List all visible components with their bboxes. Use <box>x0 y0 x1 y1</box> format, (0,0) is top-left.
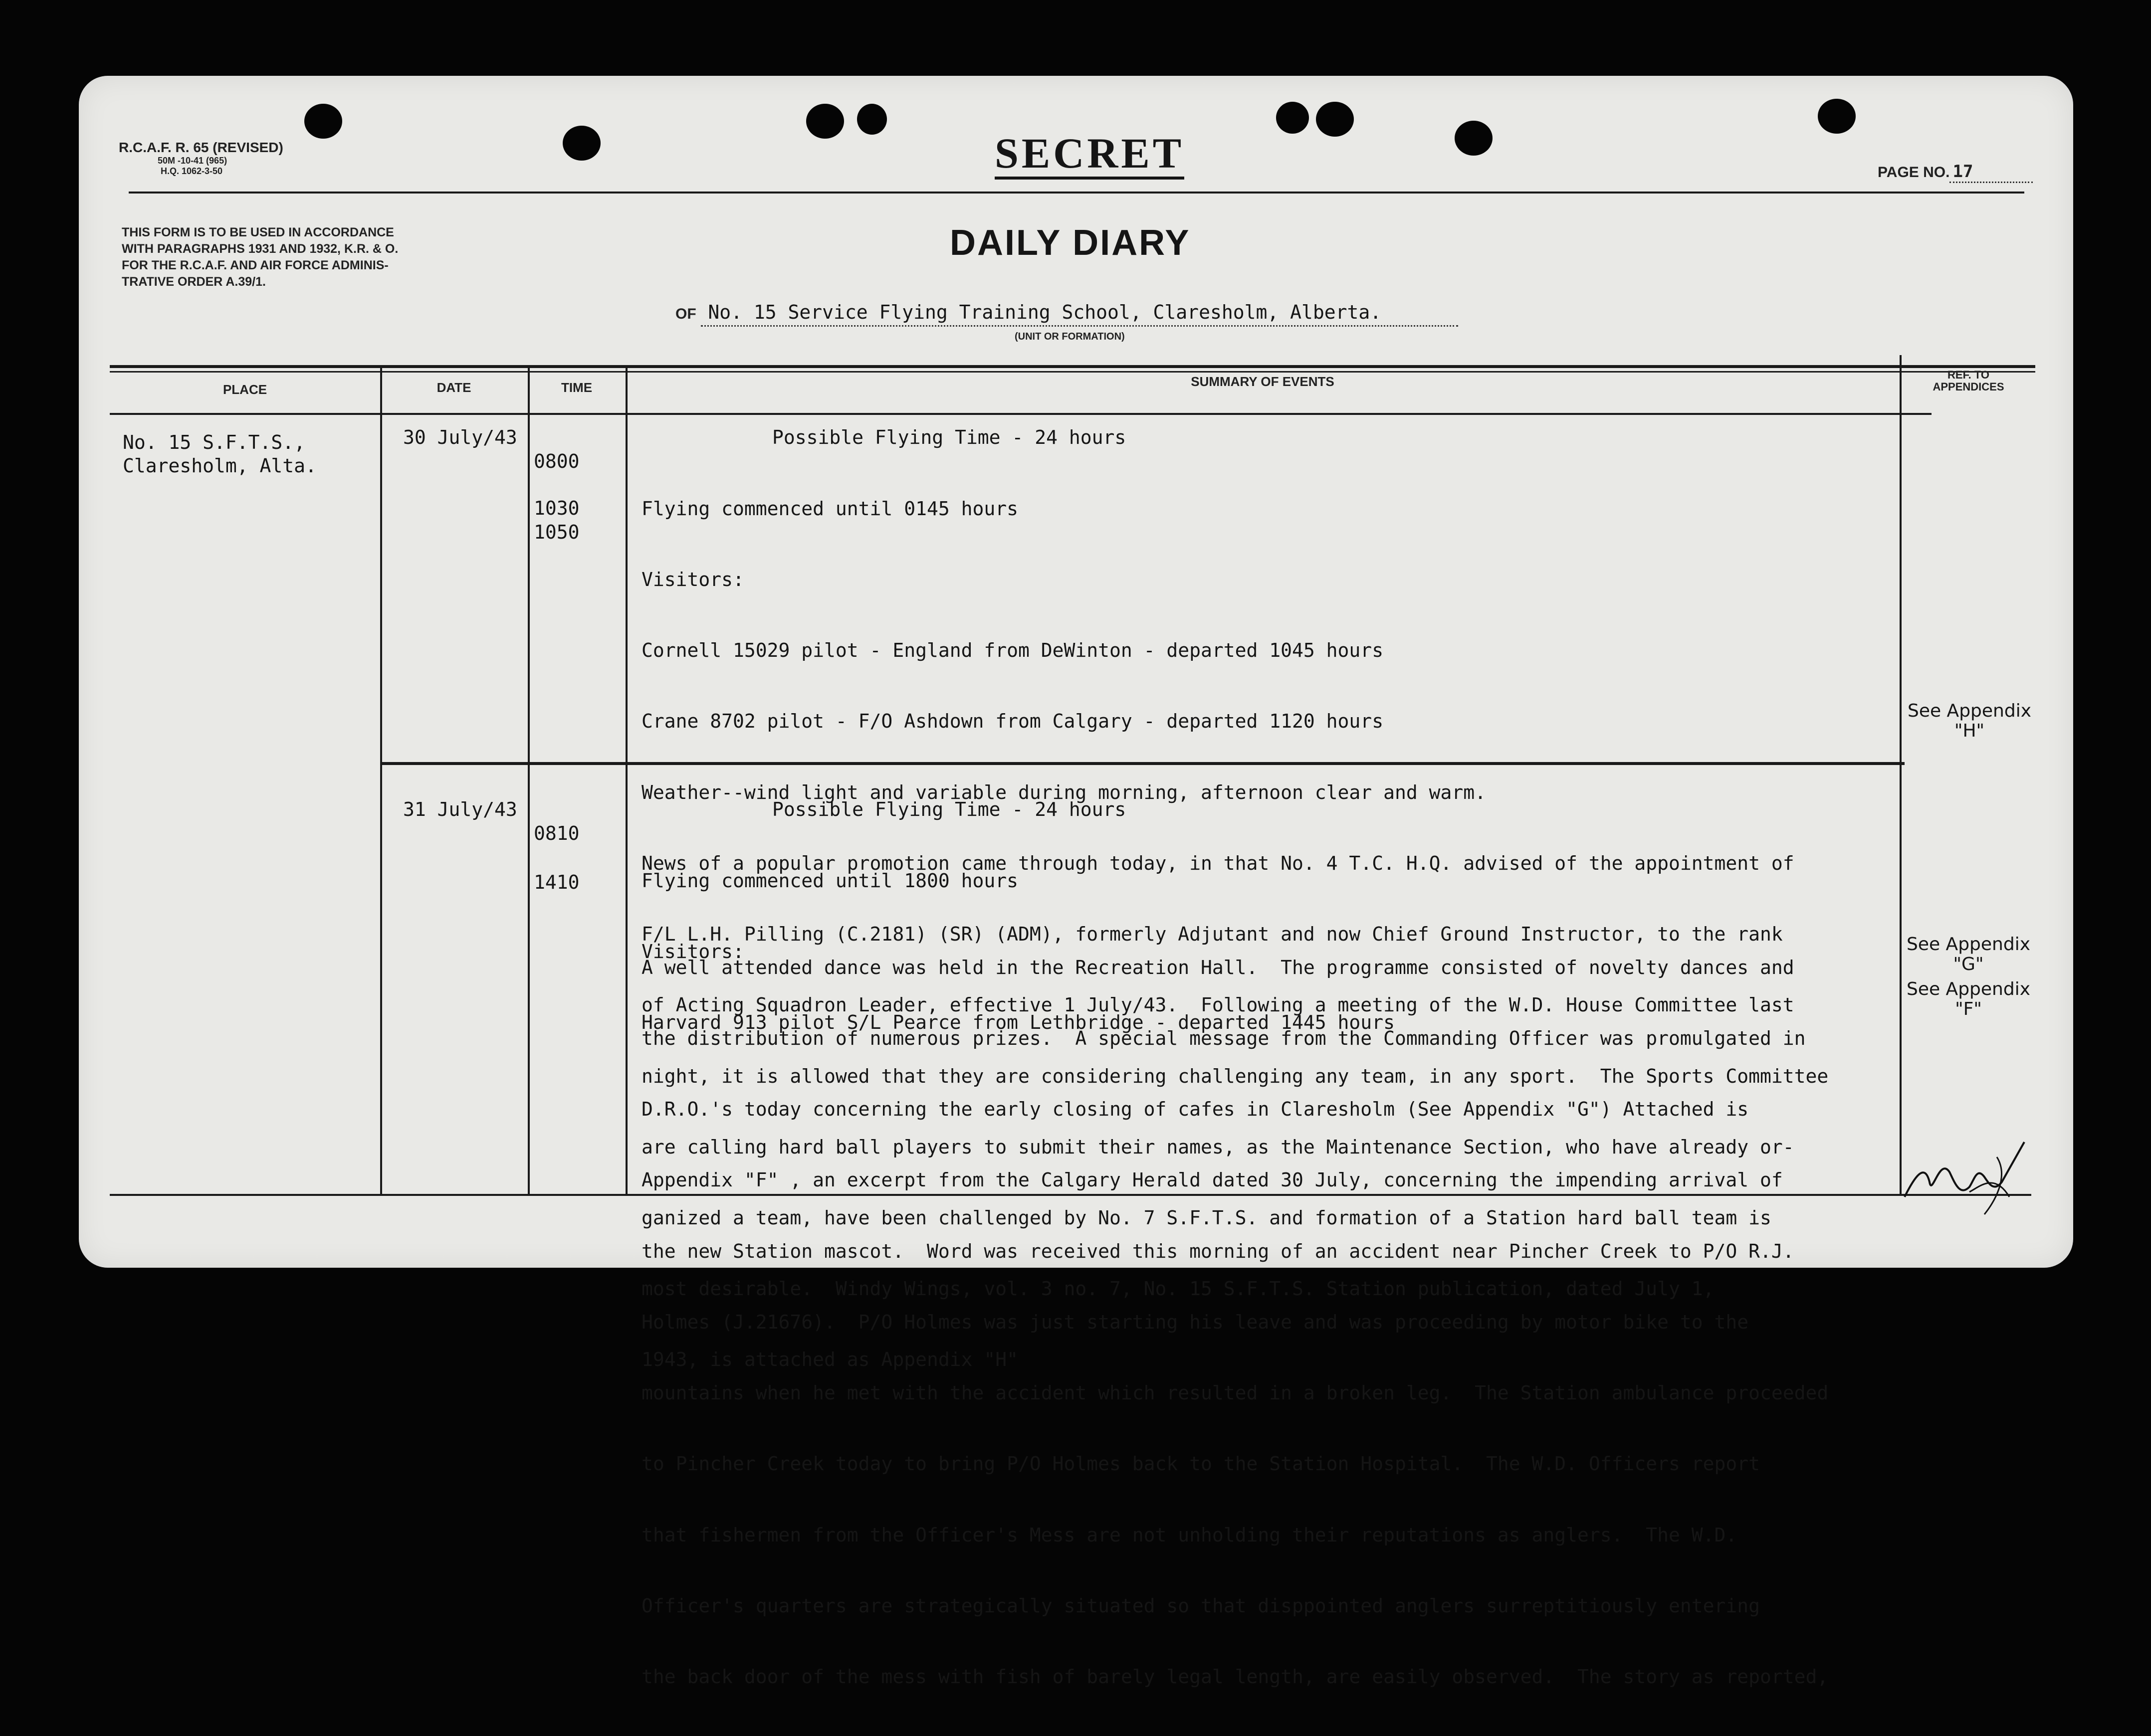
unit-value: No. 15 Service Flying Training School, Claresholm, Alberta. <box>701 301 1458 327</box>
print-reference: 50M -10-41 (965) <box>158 156 227 166</box>
summary-line: Visitors: <box>642 569 744 591</box>
summary-line: Weather--wind light and variable during morning, afternoon clear and warm. <box>642 781 1486 803</box>
entry-narrative <box>642 909 1828 1736</box>
punch-hole <box>304 104 342 139</box>
unit-field <box>675 301 1458 323</box>
summary-line: Visitors: <box>642 941 744 963</box>
column-header-summary: SUMMARY OF EVENTS <box>1191 374 1334 389</box>
handwritten-initials <box>1895 1127 2044 1217</box>
summary-line: Flying commenced until 1800 hours <box>642 869 1018 892</box>
narrative-line: mountains when he met with the accident which resulted in a broken leg. The Station ambulance proceeded <box>642 1382 1829 1404</box>
column-header-date: DATE <box>436 380 471 395</box>
entry-date: 30 July/43 <box>403 426 517 448</box>
punch-hole <box>1818 99 1856 134</box>
column-header-ref: REF. TO APPENDICES <box>1933 369 2004 393</box>
narrative-line: to Pincher Creek today to bring P/O Holmes back to the Station Hospital. The W.D. Officers report <box>642 1453 1760 1475</box>
entry-time: 1030 <box>534 497 580 519</box>
appendix-reference: See Appendix "F" <box>1906 979 2031 1019</box>
summary-line: are calling hard ball players to submit their names, as the Maintenance Section, who have already or- <box>642 1136 1794 1158</box>
entry-time: 0810 <box>534 822 580 844</box>
entry-time: 0800 <box>534 450 580 472</box>
summary-line: News of a popular promotion came through today, in that No. 4 T.C. H.Q. advised of the appointment of <box>642 852 1794 874</box>
column-divider <box>380 368 382 1196</box>
column-header-time: TIME <box>561 380 593 395</box>
print-reference: H.Q. 1062-3-50 <box>161 166 223 176</box>
narrative-line: the new Station mascot. Word was received this morning of an accident near Pincher Creek to P/O R.J. <box>642 1240 1794 1262</box>
form-code: R.C.A.F. R. 65 (REVISED) <box>119 140 283 155</box>
narrative-line: A well attended dance was held in the Recreation Hall. The programme consisted of novelty dances and <box>642 956 1794 978</box>
summary-line: ganized a team, have been challenged by No. 7 S.F.T.S. and formation of a Station hard ball team is <box>642 1207 1771 1229</box>
entry-time: 1410 <box>534 871 580 893</box>
narrative-line: that fishermen from the Officer's Mess are not unholding their reputations as anglers. The W.D. <box>642 1524 1737 1546</box>
narrative-line: D.R.O.'s today concerning the early closing of cafes in Claresholm (See Appendix "G") Attached is <box>642 1098 1749 1121</box>
appendix-reference: See Appendix "H" <box>1907 701 2032 741</box>
page-number-field <box>1878 162 2033 182</box>
narrative-line: Appendix "F" , an excerpt from the Calgary Herald dated 30 July, concerning the impending arrival of <box>642 1169 1783 1191</box>
diary-form-card <box>79 76 2073 1688</box>
punch-hole <box>857 104 887 135</box>
summary-line: F/L L.H. Pilling (C.2181) (SR) (ADM), formerly Adjutant and now Chief Ground Instructor, to the rank <box>642 923 1783 946</box>
narrative-line: the distribution of numerous prizes. A special message from the Commanding Officer was promulgated in <box>642 1027 1806 1050</box>
column-header-place: PLACE <box>222 382 267 397</box>
punch-hole <box>806 104 844 139</box>
appendix-reference: See Appendix "G" <box>1906 934 2031 974</box>
punch-hole <box>1276 102 1309 134</box>
unit-caption: (UNIT OR FORMATION) <box>1015 331 1125 342</box>
column-header-rule <box>110 413 1932 415</box>
summary-line: Flying commenced until 0145 hours <box>642 497 1018 520</box>
entry-date: 31 July/43 <box>403 798 517 820</box>
header-rule <box>129 192 2024 193</box>
place-cell: No. 15 S.F.T.S., Claresholm, Alta. <box>123 431 317 477</box>
page-number-value: 17 <box>1949 162 2033 183</box>
flying-time-heading: Possible Flying Time - 24 hours <box>772 426 1126 448</box>
unit-prefix: OF <box>675 306 696 322</box>
flying-time-heading: Possible Flying Time - 24 hours <box>772 798 1126 820</box>
form-identification <box>119 140 283 177</box>
summary-line: most desirable. Windy Wings, vol. 3 no. 7, No. 15 S.F.T.S. Station publication, dated July 1, <box>642 1278 1715 1300</box>
summary-line: Harvard 913 pilot S/L Pearce from Lethbridge - departed 1445 hours <box>642 1011 1395 1034</box>
table-top-rule <box>110 371 2035 373</box>
summary-line: Crane 8702 pilot - F/O Ashdown from Calgary - departed 1120 hours <box>642 710 1384 733</box>
narrative-line: Holmes (J.21676). P/O Holmes was just starting his leave and was proceeding by motor bike to the <box>642 1311 1749 1333</box>
summary-line: of Acting Squadron Leader, effective 1 July/43. Following a meeting of the W.D. House Committee last <box>642 994 1794 1016</box>
column-divider <box>626 368 628 1196</box>
column-divider <box>528 368 530 1196</box>
punch-hole <box>1455 121 1493 156</box>
column-divider <box>1900 355 1902 1196</box>
summary-line: Cornell 15029 pilot - England from DeWinton - departed 1045 hours <box>642 639 1384 662</box>
narrative-line: Officer's quarters are strategically situated so that disppointed anglers surreptitiously entering <box>642 1594 1760 1617</box>
page-number-label: PAGE NO. <box>1878 164 1950 181</box>
classification-heading: SECRET <box>995 132 1184 180</box>
punch-hole <box>563 126 601 161</box>
entry-time: 1050 <box>534 521 580 543</box>
summary-line: night, it is allowed that they are considering challenging any team, in any sport. The Sports Committee <box>642 1065 1829 1087</box>
page-title: DAILY DIARY <box>950 223 1191 263</box>
summary-line: 1943, is attached as Appendix "H" <box>642 1349 1018 1371</box>
narrative-line: the back door of the mess with fish of barely legal length, are easily observed. The story as reported, <box>642 1666 1829 1688</box>
form-instructions: THIS FORM IS TO BE USED IN ACCORDANCE WITH PARAGRAPHS 1931 AND 1932, K.R. & O. FOR THE R.C.A.F. AND AIR FORCE ADMINIS- TRATIVE ORDER A.39/1. <box>122 225 399 289</box>
table-top-rule <box>110 365 2035 368</box>
punch-hole <box>1316 102 1354 137</box>
